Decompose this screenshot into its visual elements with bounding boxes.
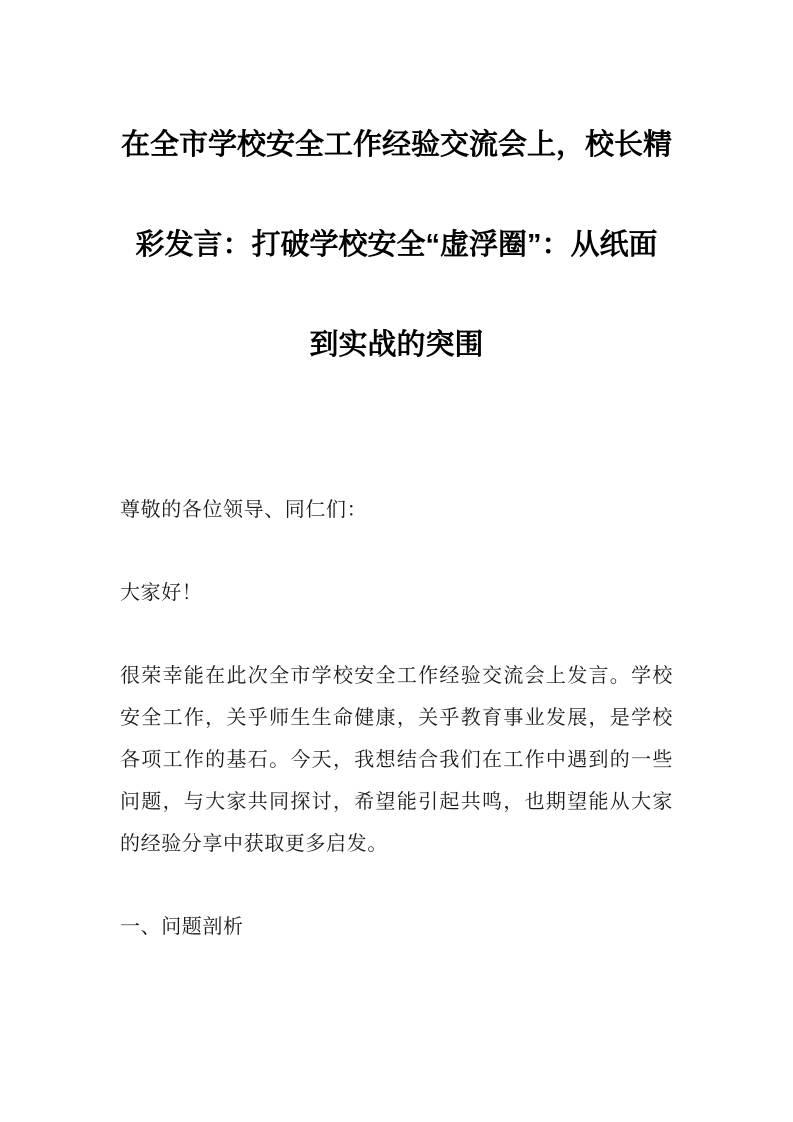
document-body [120, 489, 673, 948]
intro-paragraph: 很荣幸能在此次全市学校安全工作经验交流会上发言。学校安全工作，关乎师生生命健康，关乎教育事业发展，是学校各项工作的基石。今天，我想结合我们在工作中遇到的一些问题，与大家共同探讨，希望能引起共鸣，也期望能从大家的经验分享中获取更多启发。 [120, 665, 673, 855]
document-title-line-3: 到实战的突围 [309, 329, 484, 361]
document-title-line-1: 在全市学校安全工作经验交流会上，校长精 [120, 129, 672, 161]
document-title-line-2: 彩发言：打破学校安全“虚浮圈”：从纸面 [135, 229, 658, 261]
document-title [120, 95, 673, 395]
salutation-paragraph: 尊敬的各位领导、同仁们： [120, 499, 368, 521]
greeting-paragraph: 大家好！ [120, 582, 203, 604]
section-heading-problem-analysis: 一、问题剖析 [120, 916, 244, 938]
